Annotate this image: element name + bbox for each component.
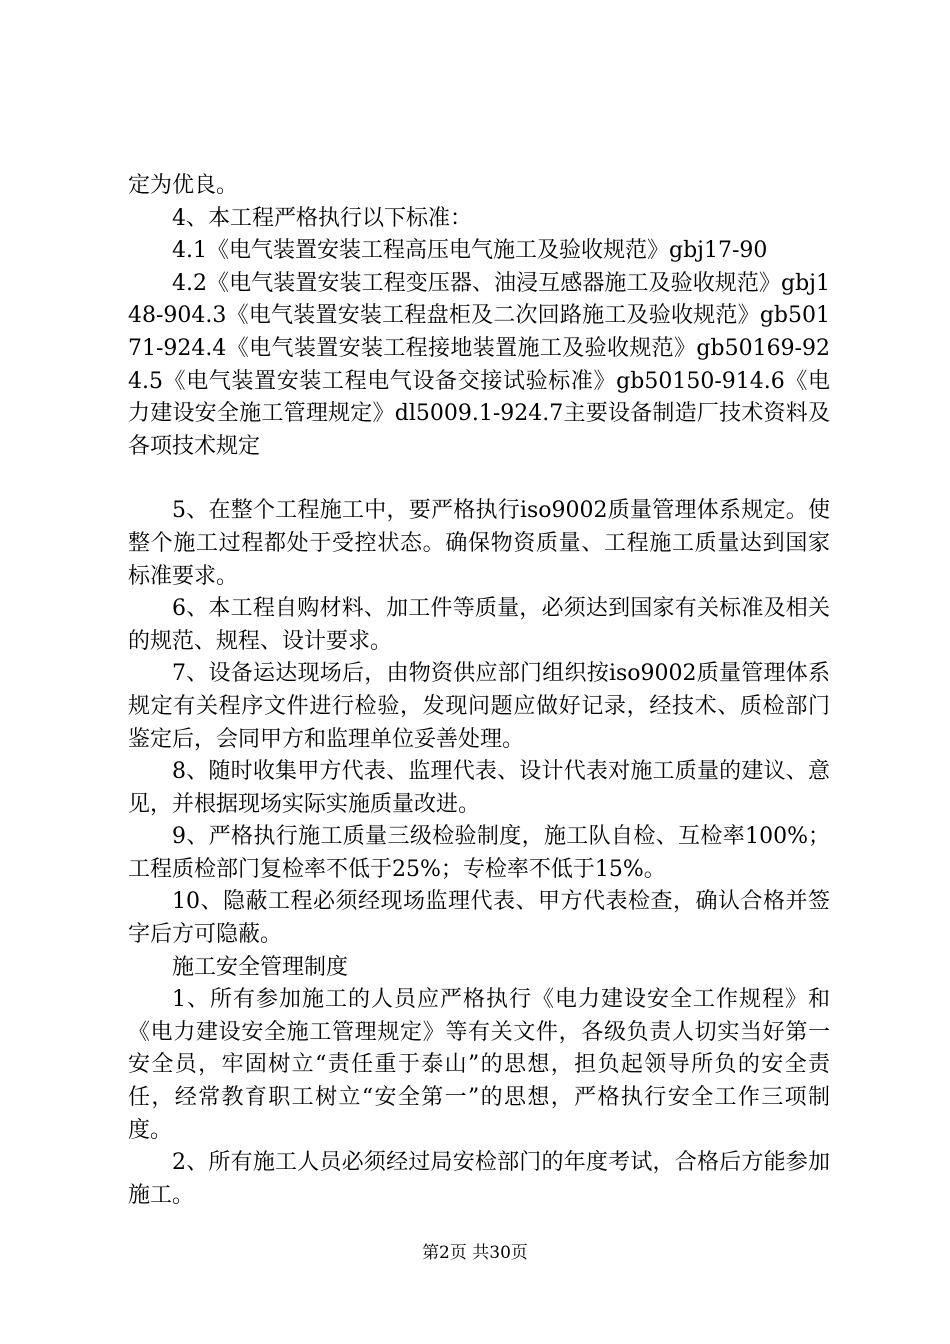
paragraph-safety-2: 2、所有施工人员必须经过局安检部门的年度考试，合格后方能参加施工。 <box>128 1150 830 1208</box>
document-body <box>128 170 830 1212</box>
paragraph-continuation: 定为优良。 <box>128 173 239 198</box>
section-heading-safety: 施工安全管理制度 <box>172 954 349 980</box>
paragraph-standards-list: 4.2《电气装置安装工程变压器、油浸互感器施工及验收规范》gbj148-904.3《电气装置安装工程盘柜及二次回路施工及验收规范》gb50171-924.4《电气装置安装工程接地装置施工及验收规范》gb50169-924.5《电气装置安装工程电气设备交接试验标准》gb50150-914.6《电力建设安全施工管理规定》dl5009.1-924.7主要设备制造厂技术资料及各项技术规定 <box>128 270 830 459</box>
paragraph-item-7: 7、设备运达现场后，由物资供应部门组织按iso9002质量管理体系规定有关程序文件进行检验，发现问题应做好记录，经技术、质检部门鉴定后，会同甲方和监理单位妥善处理。 <box>128 661 830 752</box>
page-number: 第2页 共30页 <box>422 1243 528 1263</box>
paragraph-standards-heading: 4、本工程严格执行以下标准： <box>172 205 472 231</box>
paragraph-item-10: 10、隐蔽工程必须经现场监理代表、甲方代表检查，确认合格并签字后方可隐蔽。 <box>128 889 830 948</box>
paragraph-item-8: 8、随时收集甲方代表、监理代表、设计代表对施工质量的建议、意见，并根据现场实际实施质量改进。 <box>128 759 830 817</box>
page-footer <box>0 1242 950 1264</box>
paragraph-item-5: 5、在整个工程施工中，要严格执行iso9002质量管理体系规定。使整个施工过程都处于受控状态。确保物资质量、工程施工质量达到国家标准要求。 <box>128 498 830 589</box>
paragraph-safety-1: 1、所有参加施工的人员应严格执行《电力建设安全工作规程》和《电力建设安全施工管理规定》等有关文件，各级负责人切实当好第一安全员，牢固树立“责任重于泰山”的思想，担负起领导所负的安全责任，经常教育职工树立“安全第一”的思想，严格执行安全工作三项制度。 <box>128 987 830 1143</box>
paragraph-standard-4-1: 4.1《电气装置安装工程高压电气施工及验收规范》gbj17-90 <box>172 238 768 264</box>
paragraph-item-9: 9、严格执行施工质量三级检验制度，施工队自检、互检率100%；工程质检部门复检率不低于25%；专检率不低于15%。 <box>128 824 830 882</box>
paragraph-item-6: 6、本工程自购材料、加工件等质量，必须达到国家有关标准及相关的规范、规程、设计要求。 <box>128 596 830 654</box>
